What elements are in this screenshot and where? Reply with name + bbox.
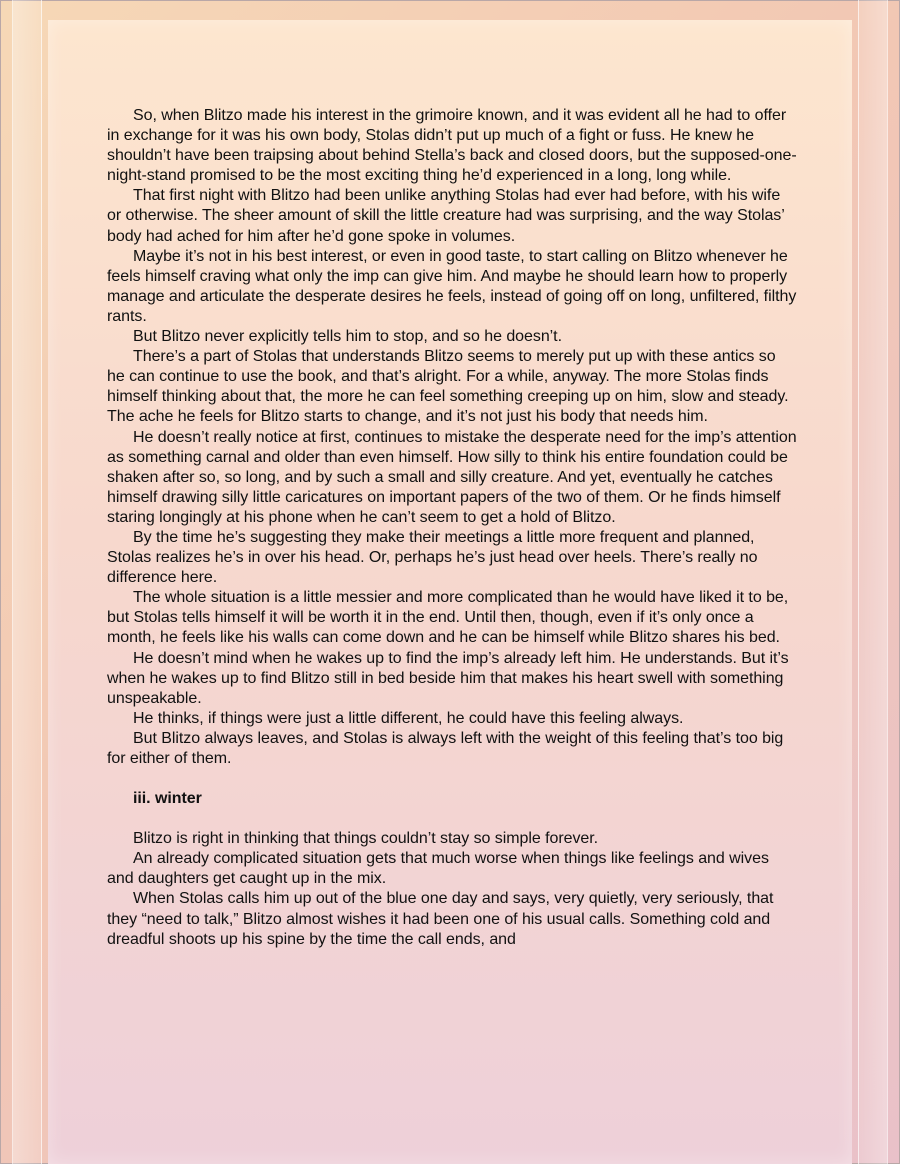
paragraph: The whole situation is a little messier and more complicated than he would have liked it to be, but Stolas tells himself it will be worth it in the end. Until then, though, even if it’s only once a month, he feels like his walls can come down and he can be himself while Blitzo shares his bed. [107, 589, 789, 647]
paragraph: There’s a part of Stolas that understands Blitzo seems to merely put up with these antics so he can continue to use the book, and that’s alright. For a while, anyway. The more Stolas finds himself thinking about that, the more he can feel something creeping up on him, slow and steady. The ache he feels for Blitzo starts to change, and it’s not just his body that needs him. [107, 348, 789, 426]
paragraph: So, when Blitzo made his interest in the grimoire known, and it was evident all he had to offer in exchange for it was his own body, Stolas didn’t put up much of a fight or fuss. He knew he shouldn’t have been traipsing about behind Stella’s back and closed doors, but the supposed-one-night-stand promised to be the most exciting thing he’d experienced in a long, long while. [107, 107, 797, 185]
section-heading: iii. winter [133, 790, 202, 808]
paragraph: He doesn’t mind when he wakes up to find the imp’s already left him. He understands. But it’s when he wakes up to find Blitzo still in bed beside him that makes his heart swell with something unspeakable. [107, 649, 789, 707]
paragraph: An already complicated situation gets that much worse when things like feelings and wives and daughters get caught up in the mix. [107, 850, 769, 888]
paragraph: He thinks, if things were just a little different, he could have this feeling always. [133, 709, 684, 727]
paragraph: But Blitzo always leaves, and Stolas is always left with the weight of this feeling that’s too big for either of them. [107, 729, 784, 767]
document-body [107, 106, 797, 950]
right-margin-stripe [858, 0, 888, 1164]
paragraph: Blitzo is right in thinking that things couldn’t stay so simple forever. [133, 830, 599, 848]
paragraph: Maybe it’s not in his best interest, or even in good taste, to start calling on Blitzo whenever he feels himself craving what only the imp can give him. And maybe he should learn how to properly manage and articulate the desperate desires he feels, instead of going off on long, unfiltered, filthy rants. [107, 247, 797, 325]
paragraph: When Stolas calls him up out of the blue one day and says, very quietly, very seriously, that they “need to talk,” Blitzo almost wishes it had been one of his usual calls. Something cold and dreadful shoots up his spine by the time the call ends, and [107, 890, 774, 948]
paragraph: But Blitzo never explicitly tells him to stop, and so he doesn’t. [133, 328, 562, 346]
paragraph: By the time he’s suggesting they make their meetings a little more frequent and planned, Stolas realizes he’s in over his head. Or, perhaps he’s just head over heels. There’s really no difference here. [107, 528, 758, 587]
left-margin-stripe [12, 0, 42, 1164]
paragraph: That first night with Blitzo had been unlike anything Stolas had ever had before, with his wife or otherwise. The sheer amount of skill the little creature had was surprising, and the way Stolas’ body had ached for him after he’d gone spoke in volumes. [107, 187, 785, 245]
paragraph: He doesn’t really notice at first, continues to mistake the desperate need for the imp’s attention as something carnal and older than even himself. How silly to think his entire foundation could be shaken after so, so long, and by such a small and silly creature. And yet, eventually he catches himself drawing silly little caricatures on important papers of the two of them. Or he finds himself staring longingly at his phone when he can’t seem to get a hold of Blitzo. [107, 428, 797, 526]
